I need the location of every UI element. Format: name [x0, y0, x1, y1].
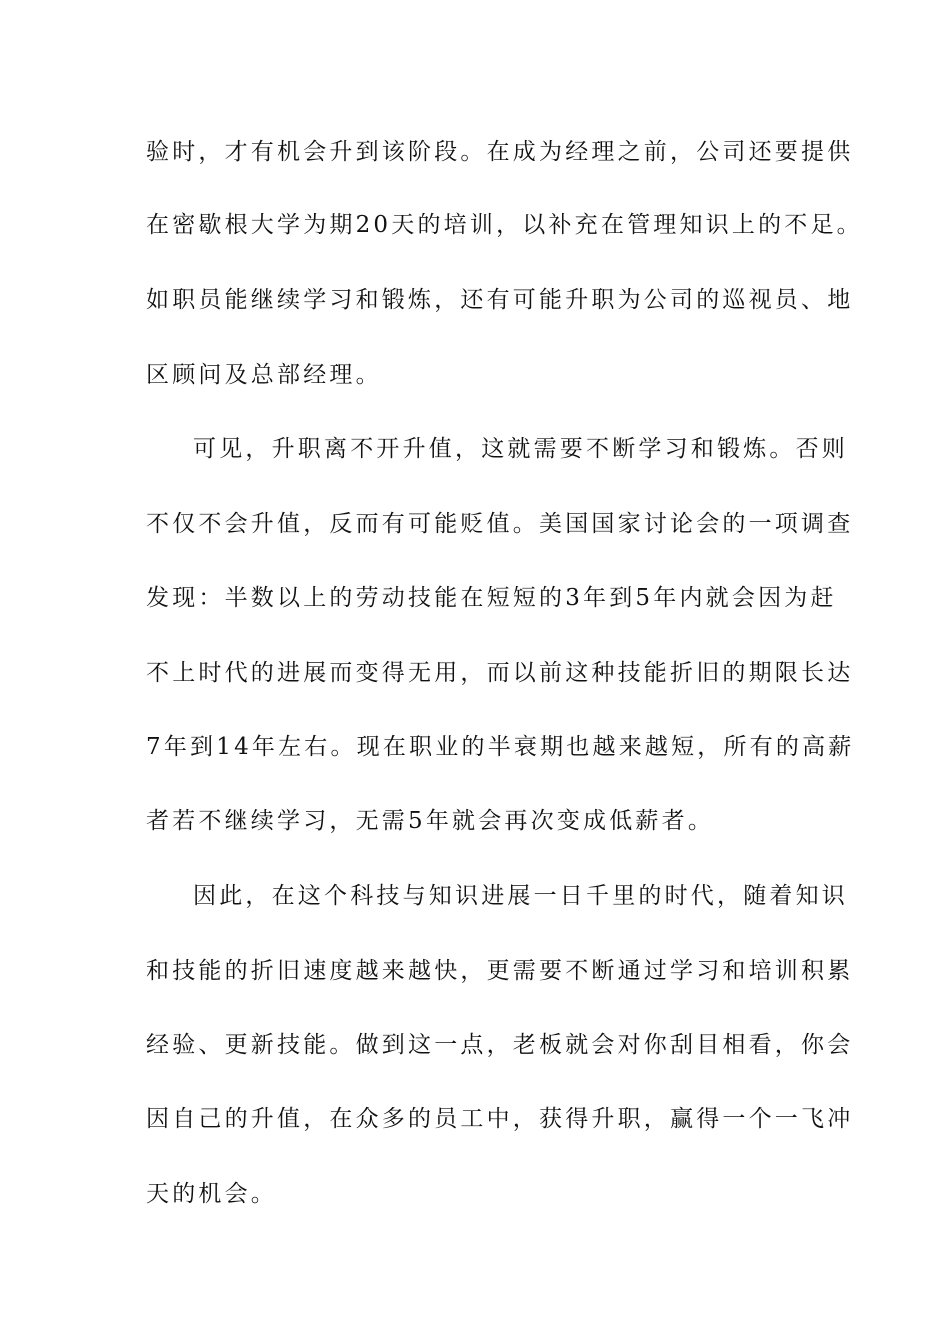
paragraph-first-line: 可见，升职离不开升值，这就需要不断学习和锻炼。否则	[193, 436, 848, 462]
text-line: 经验、更新技能。做到这一点，老板就会对你刮目相看，你会	[146, 1032, 854, 1058]
text-line: 天的机会。	[146, 1181, 277, 1207]
text-line: 和技能的折旧速度越来越快，更需要不断通过学习和培训积累	[146, 958, 854, 984]
text-line: 验时，才有机会升到该阶段。在成为经理之前，公司还要提供	[146, 139, 854, 165]
paragraph-first-line: 因此，在这个科技与知识进展一日千里的时代，随着知识	[193, 883, 848, 909]
text-line: 不上时代的进展而变得无用，而以前这种技能折旧的期限长达	[146, 660, 854, 686]
text-line: 如职员能继续学习和锻炼，还有可能升职为公司的巡视员、地	[146, 287, 854, 313]
text-line: 7年到14年左右。现在职业的半衰期也越来越短，所有的高薪	[146, 734, 855, 760]
text-line: 者若不继续学习，无需5年就会再次变成低薪者。	[146, 808, 715, 834]
text-line: 发现：半数以上的劳动技能在短短的3年到5年内就会因为赶	[146, 585, 837, 611]
text-line: 因自己的升值，在众多的员工中，获得升职，赢得一个一飞冲	[146, 1106, 854, 1132]
text-line: 在密歇根大学为期20天的培训，以补充在管理知识上的不足。	[146, 212, 863, 238]
text-line: 不仅不会升值，反而有可能贬值。美国国家讨论会的一项调查	[146, 511, 854, 537]
text-line: 区顾问及总部经理。	[146, 362, 382, 388]
